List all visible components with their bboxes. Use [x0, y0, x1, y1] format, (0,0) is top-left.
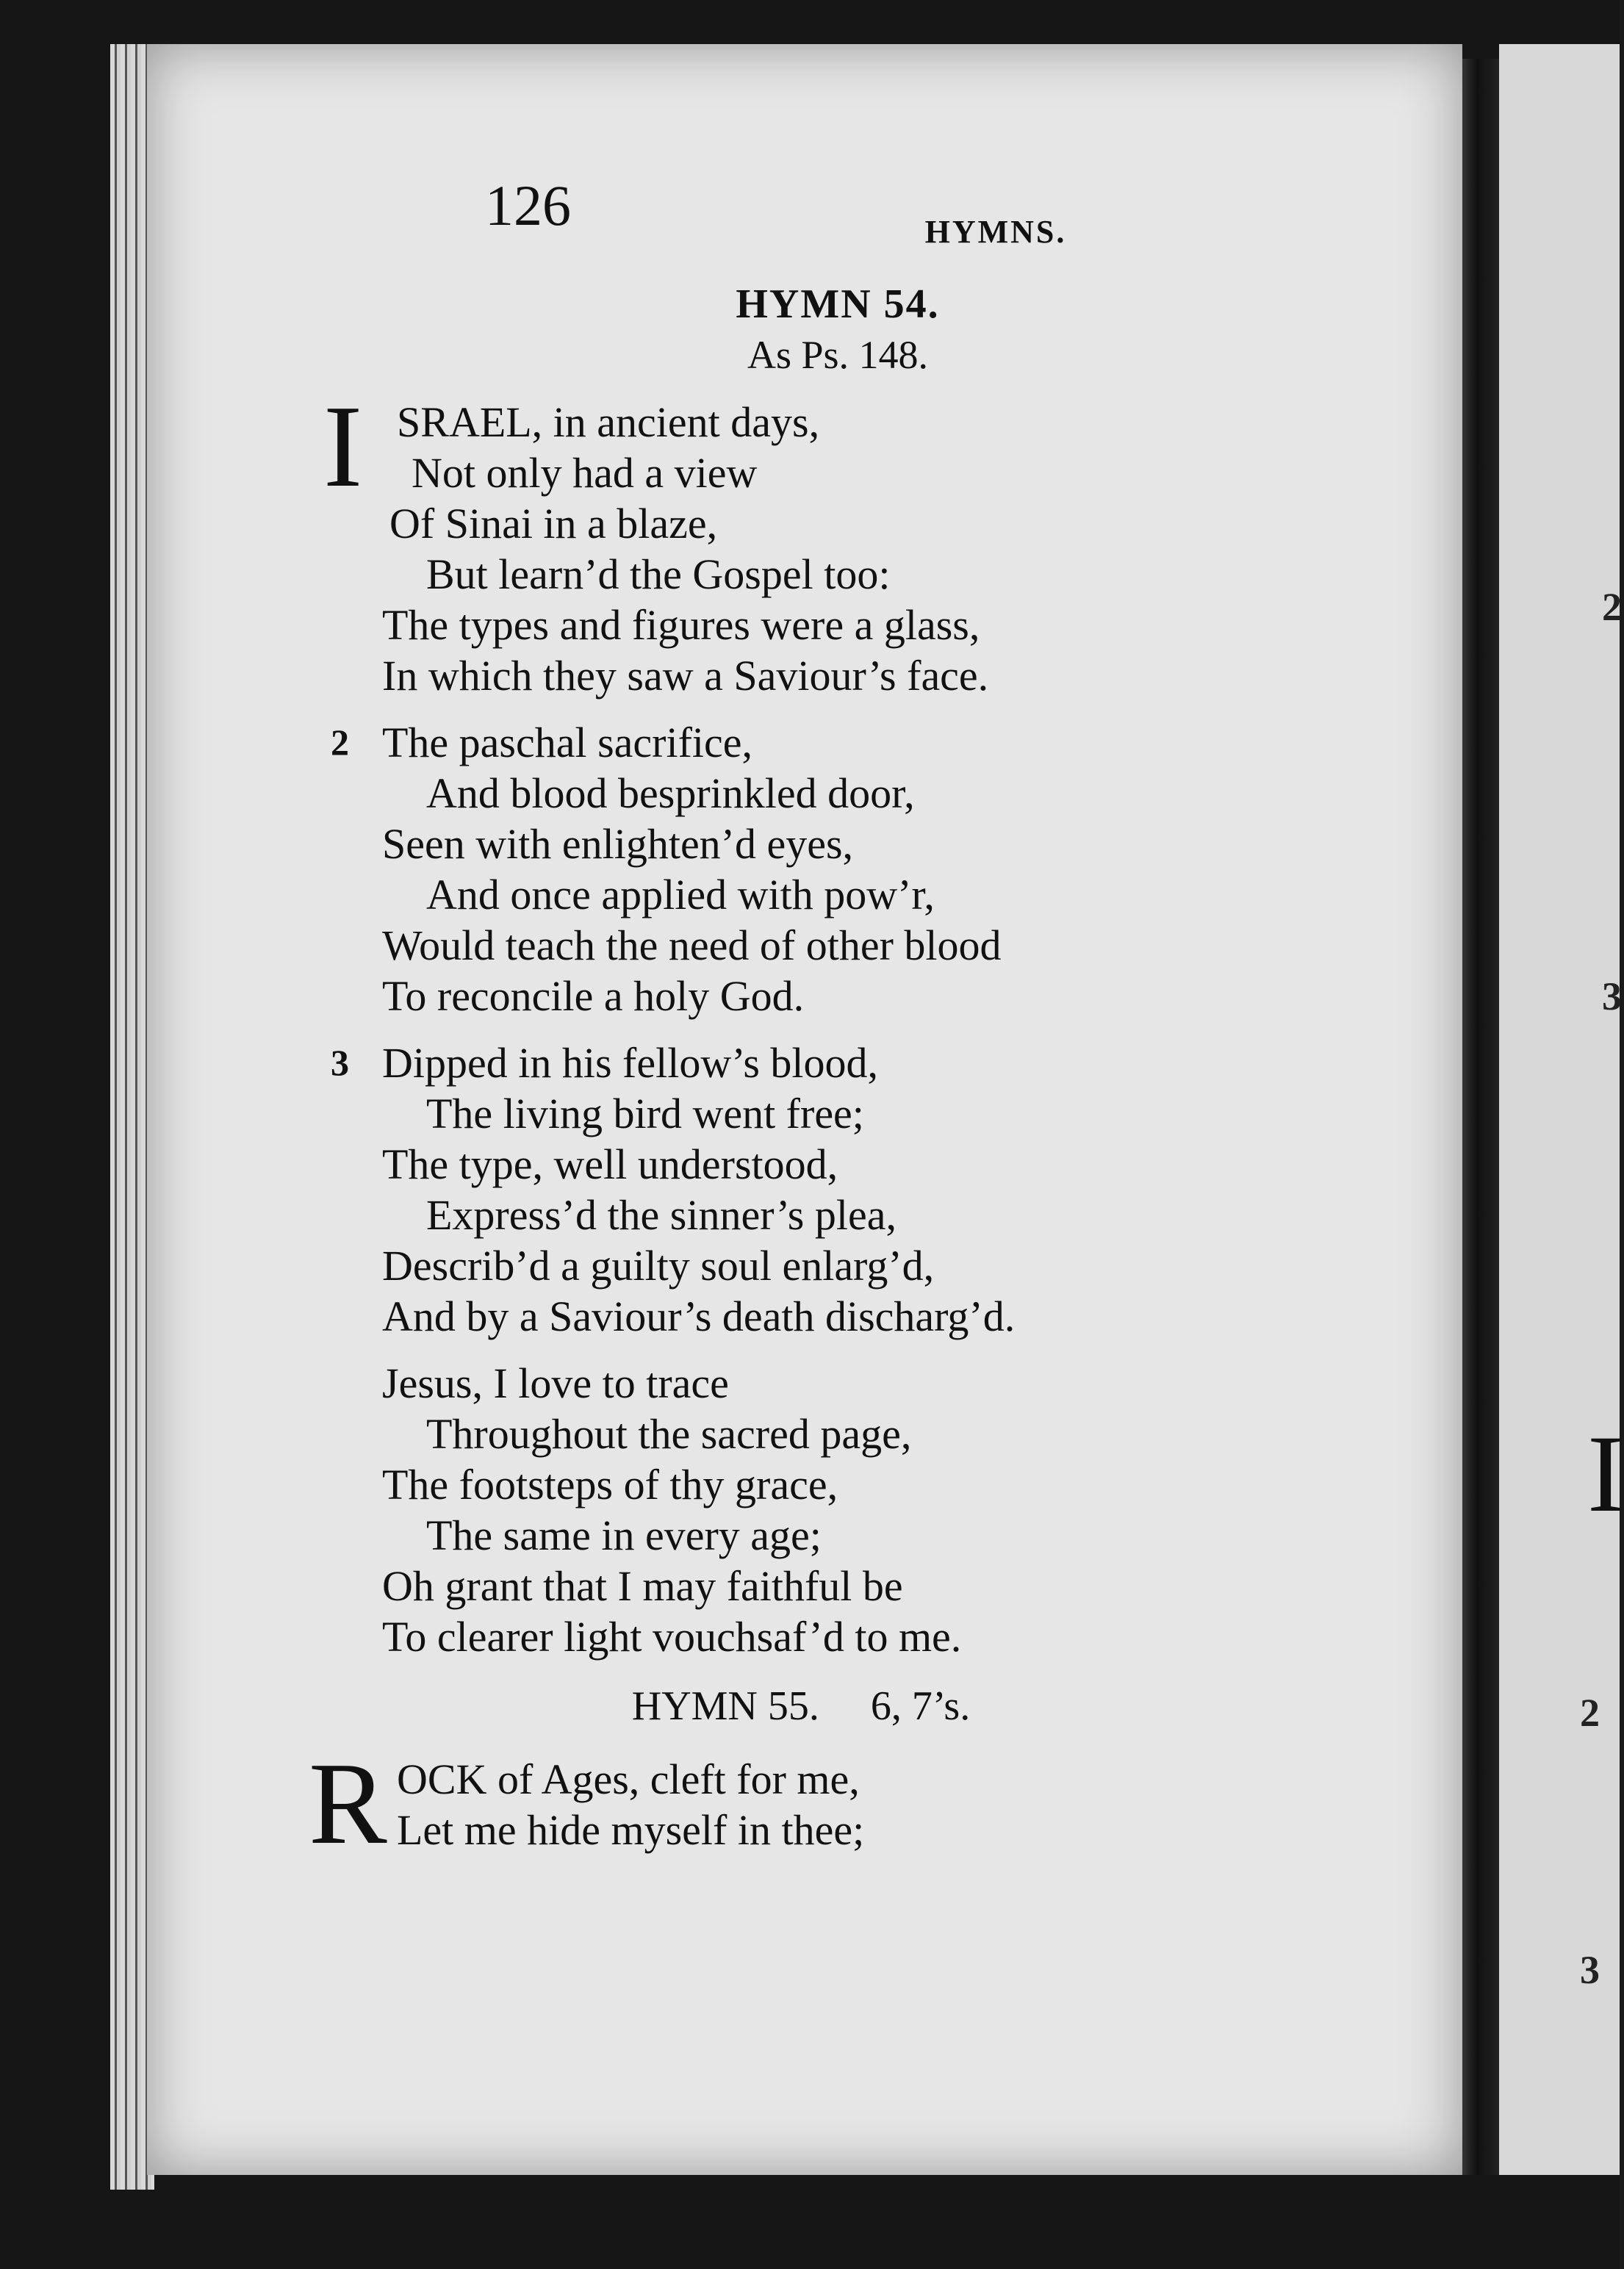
verse-line: And by a Saviour’s death discharg’d.	[382, 1292, 1016, 1340]
hymn-55-stanza-1	[309, 1738, 1337, 1869]
verse-line: The footsteps of thy grace,	[382, 1461, 838, 1509]
facing-stanza-number: 2	[1602, 585, 1622, 629]
facing-stanza-number: 2	[1580, 1691, 1600, 1735]
verse-line: SRAEL, in ancient days,	[397, 398, 820, 446]
dropcap-r: R	[309, 1738, 387, 1869]
verse-line: And once applied with pow’r,	[426, 871, 935, 918]
hymn-55-heading	[265, 1681, 1337, 1732]
facing-stanza-number: 3	[1580, 1948, 1600, 1992]
verse-line: Let me hide myself in thee;	[397, 1806, 865, 1854]
facing-page	[1499, 44, 1624, 2175]
hymn-55-title: HYMN 55.	[631, 1683, 819, 1729]
verse-line: To reconcile a holy God.	[382, 972, 805, 1020]
verse-line: Not only had a view	[412, 449, 758, 497]
verse-line: But learn’d the Gospel too:	[426, 550, 891, 598]
page-number: 126	[485, 173, 571, 237]
facing-stanza-number: 3	[1602, 974, 1622, 1018]
verse-line: Jesus, I love to trace	[382, 1359, 729, 1407]
verse-line: The type, well understood,	[382, 1140, 838, 1188]
verse-line: OCK of Ages, cleft for me,	[397, 1755, 860, 1803]
verse-line: Of Sinai in a blaze,	[389, 500, 718, 547]
facing-dropcap: I	[1587, 1413, 1624, 1535]
hymn-54-title: HYMN 54.	[736, 281, 940, 327]
verse-line: To clearer light vouchsaf’d to me.	[382, 1613, 962, 1661]
hymn-54-stanza-2	[331, 717, 1337, 1021]
verse-line: Express’d the sinner’s plea,	[426, 1191, 897, 1239]
verse-line: The paschal sacrifice,	[382, 719, 752, 766]
verse-line: The types and figures were a glass,	[382, 601, 980, 649]
verse-line: The same in every age;	[426, 1511, 822, 1559]
verse-line: Would teach the need of other blood	[382, 921, 1002, 969]
book-gutter	[1462, 59, 1499, 2175]
verse-line: Seen with enlighten’d eyes,	[382, 820, 854, 868]
hymn-54-stanza-3	[331, 1038, 1337, 1342]
running-head: HYMNS.	[924, 214, 1067, 250]
verse-line: Dipped in his fellow’s blood,	[382, 1039, 879, 1087]
verse-line: And blood besprinkled door,	[426, 769, 915, 817]
stanza-number: 2	[331, 722, 349, 763]
page-text	[309, 279, 1337, 1869]
dropcap-i: I	[323, 381, 363, 511]
verse-line: Describ’d a guilty soul enlarg’d,	[382, 1242, 935, 1290]
hymn-54-stanza-4	[382, 1358, 1337, 1662]
verse-line: Oh grant that I may faithful be	[382, 1562, 903, 1610]
hymn-54-stanza-1	[323, 381, 1337, 701]
hymn-55-meter: 6, 7’s.	[870, 1683, 971, 1729]
verse-line: The living bird went free;	[426, 1090, 864, 1137]
verse-line: Throughout the sacred page,	[426, 1410, 912, 1458]
stanza-number: 3	[331, 1042, 349, 1083]
verse-line: In which they saw a Saviour’s face.	[382, 652, 989, 700]
hymn-54-tune: As Ps. 148.	[747, 333, 929, 377]
